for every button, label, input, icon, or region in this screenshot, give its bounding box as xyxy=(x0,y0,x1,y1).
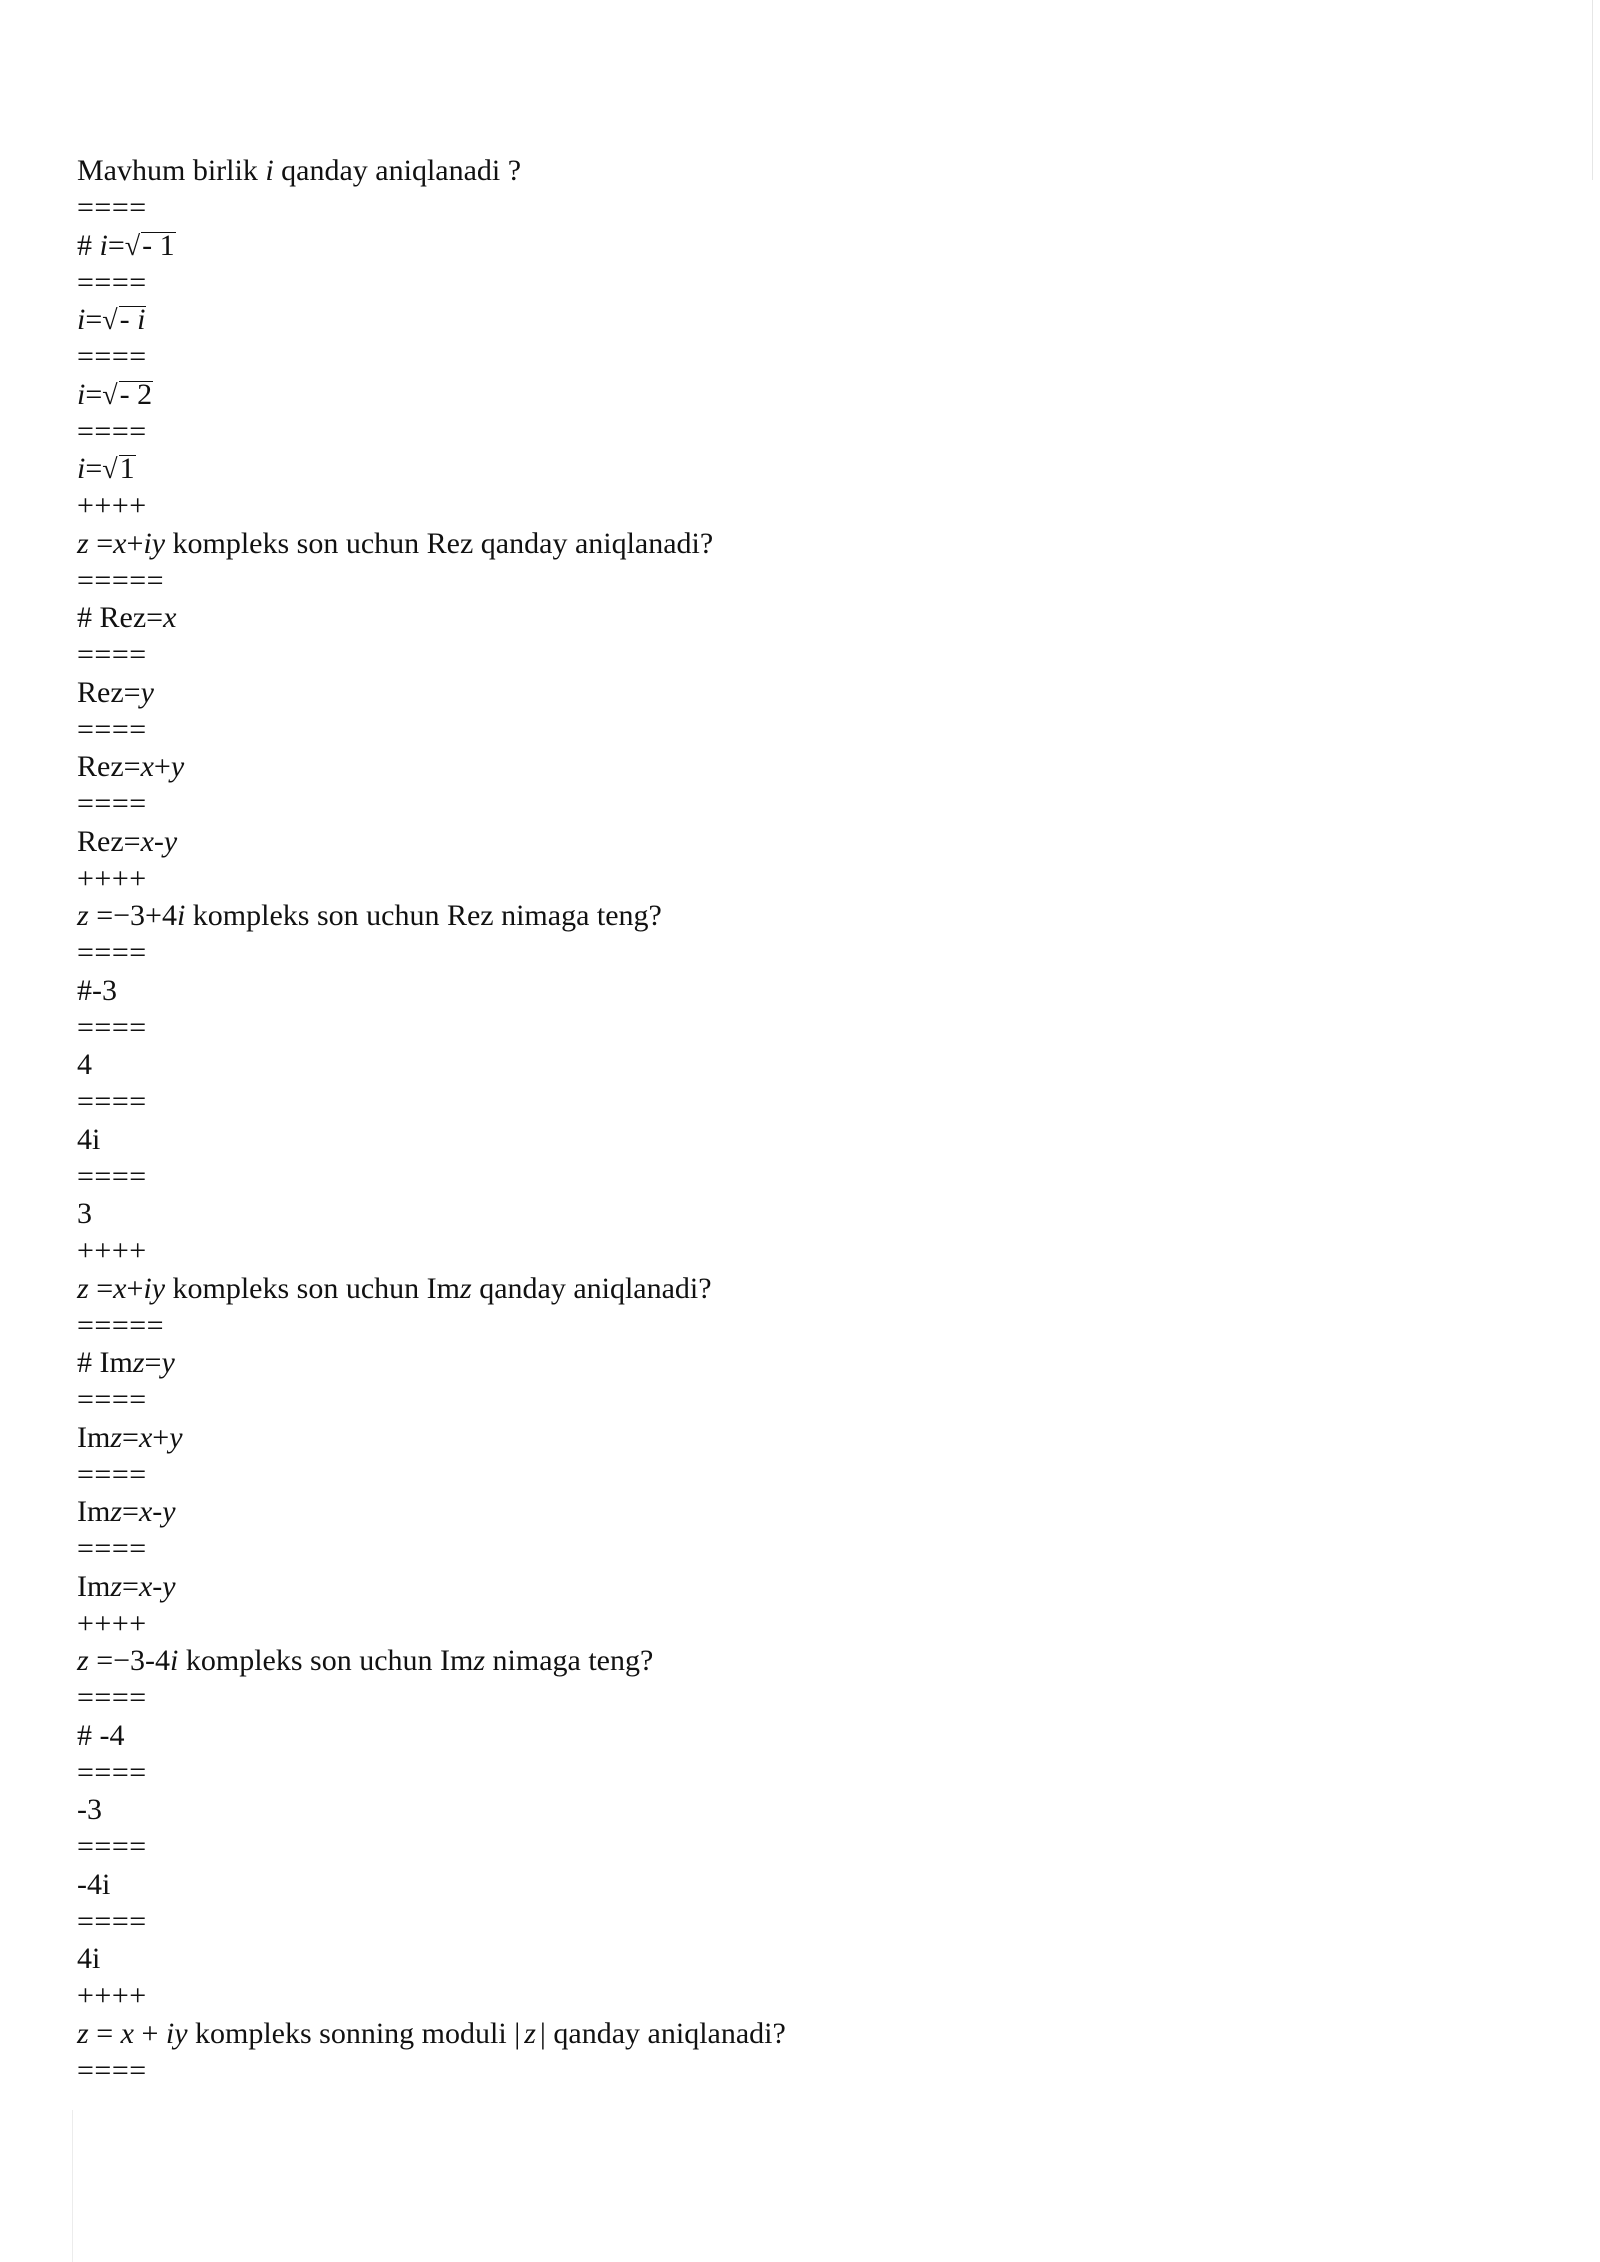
separator: ==== xyxy=(77,1383,147,1417)
question-end-marker: ++++ xyxy=(77,489,147,523)
answer-option: i=√1 xyxy=(77,452,135,485)
question-6-prompt: z = x + iy kompleks sonning moduli | z | qanday aniqlanadi? xyxy=(77,2016,786,2050)
answer-correct: # Rez=x xyxy=(77,601,177,634)
separator: ==== xyxy=(77,1681,147,1715)
answer-option: i=√- 2 xyxy=(77,377,153,411)
separator: ==== xyxy=(77,2053,147,2087)
answer-option: 4i xyxy=(77,1942,101,1975)
answer-correct: # Imz=y xyxy=(77,1346,175,1379)
separator: ==== xyxy=(77,638,147,672)
separator: ==== xyxy=(77,1532,147,1566)
separator: ==== xyxy=(77,414,147,448)
question-end-marker: ++++ xyxy=(77,1606,147,1640)
answer-option: Imz=x-y xyxy=(77,1569,176,1603)
answer-option: -3 xyxy=(77,1793,102,1826)
separator: ==== xyxy=(77,265,147,299)
page-edge-left xyxy=(72,2110,73,2262)
separator: ==== xyxy=(77,1457,147,1491)
question-5-prompt: z =−3-4i kompleks son uchun Imz nimaga teng? xyxy=(77,1644,654,1677)
answer-option: Imz=x+y xyxy=(77,1420,183,1454)
answer-option: 4 xyxy=(77,1048,92,1081)
answer-option: Rez=x-y xyxy=(77,824,178,858)
separator: ==== xyxy=(77,1010,147,1044)
separator: ==== xyxy=(77,1755,147,1789)
separator: ==== xyxy=(77,191,147,225)
question-end-marker: ++++ xyxy=(77,1234,147,1268)
separator: ===== xyxy=(77,1308,165,1342)
answer-option: 3 xyxy=(77,1197,92,1230)
separator: ==== xyxy=(77,712,147,746)
question-end-marker: ++++ xyxy=(77,1979,147,2013)
answer-correct: # i=√- 1 xyxy=(77,228,175,262)
answer-option: Rez=y xyxy=(77,675,154,709)
answer-option: -4i xyxy=(77,1867,111,1901)
separator: ==== xyxy=(77,1159,147,1193)
answer-option: i=√- i xyxy=(77,303,146,336)
separator: ==== xyxy=(77,1830,147,1864)
separator: ==== xyxy=(77,340,147,374)
answer-correct: # -4 xyxy=(77,1718,125,1752)
answer-option: Imz=x-y xyxy=(77,1495,176,1528)
separator: ==== xyxy=(77,1904,147,1938)
question-3-prompt: z =−3+4i kompleks son uchun Rez nimaga teng? xyxy=(77,899,662,932)
separator: ===== xyxy=(77,563,165,597)
question-end-marker: ++++ xyxy=(77,861,147,895)
page-edge-right xyxy=(1592,0,1593,180)
answer-option: 4i xyxy=(77,1122,101,1156)
question-4-prompt: z =x+iy kompleks son uchun Imz qanday aniqlanadi? xyxy=(77,1271,712,1305)
separator: ==== xyxy=(77,1085,147,1119)
answer-correct: #-3 xyxy=(77,973,117,1007)
document-body xyxy=(77,152,1537,2089)
separator: ==== xyxy=(77,936,147,970)
question-2-prompt: z =x+iy kompleks son uchun Rez qanday aniqlanadi? xyxy=(77,526,714,560)
answer-option: Rez=x+y xyxy=(77,750,185,783)
question-1-prompt: Mavhum birlik i qanday aniqlanadi ? xyxy=(77,154,522,187)
separator: ==== xyxy=(77,787,147,821)
